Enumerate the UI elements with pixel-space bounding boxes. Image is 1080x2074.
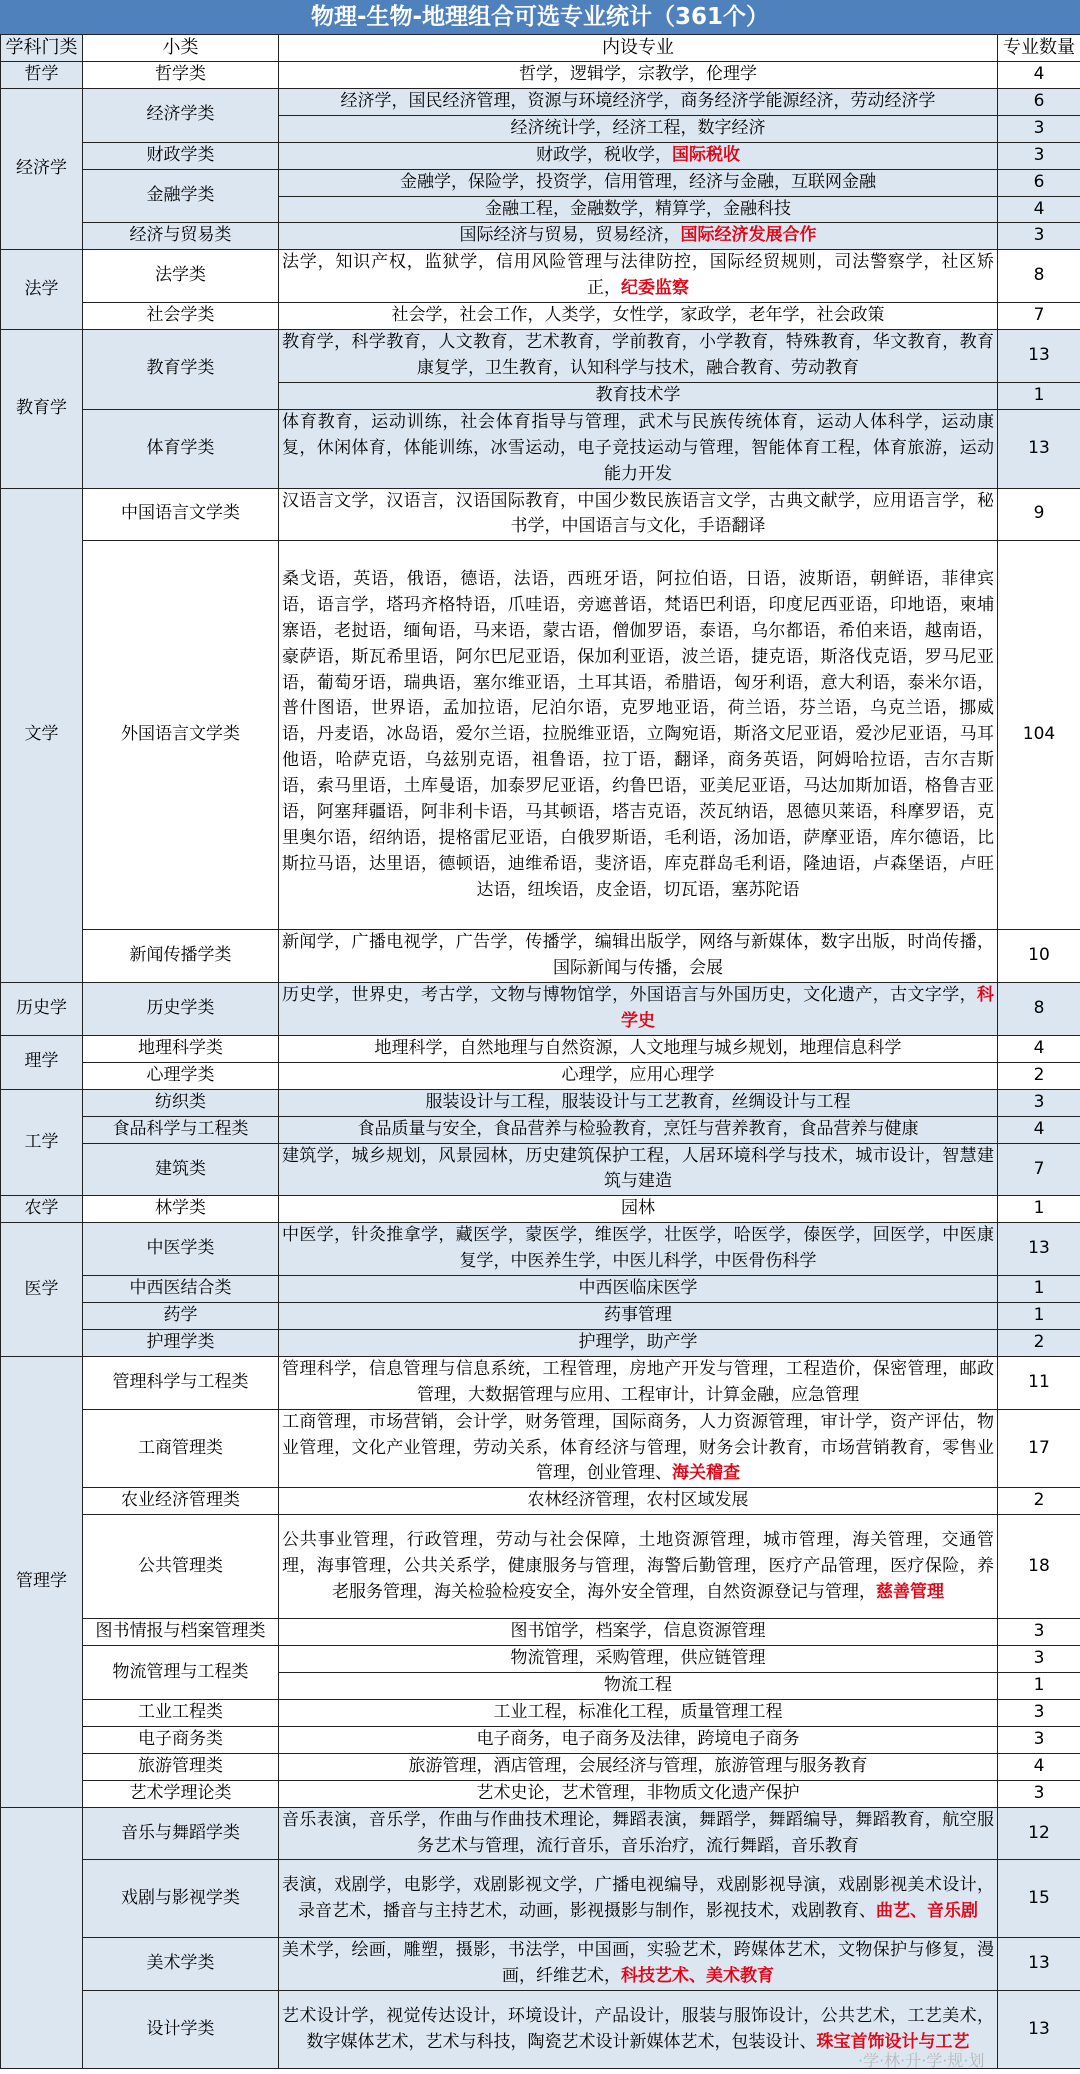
count-cell: 3	[998, 1699, 1080, 1726]
majors-text: 中医学，针灸推拿学，藏医学，蒙医学，维医学，壮医学，哈医学，傣医学，回医学，中医康复学，中医养生学，中医儿科学，中医骨伤科学	[282, 1225, 994, 1272]
majors-cell	[279, 115, 998, 142]
subcategory-cell: 工商管理类	[83, 1409, 279, 1488]
majors-text: 管理科学，信息管理与信息系统，工程管理，房地产开发与管理，工程造价，保密管理，邮政管理，大数据管理与应用、工程审计，计算金融，应急管理	[282, 1358, 994, 1405]
subcategory-cell: 金融学类	[83, 169, 279, 223]
table-row	[1, 1303, 1080, 1330]
count-cell: 8	[998, 983, 1080, 1036]
majors-cell	[279, 1329, 998, 1356]
majors-cell	[279, 1860, 998, 1938]
highlighted-major: 国际税收	[672, 144, 740, 165]
majors-cell	[279, 1116, 998, 1143]
majors-text: 物流工程	[604, 1675, 672, 1696]
highlighted-major: 纪委监察	[621, 278, 689, 299]
count-cell: 3	[998, 1780, 1080, 1807]
majors-cell	[279, 142, 998, 169]
watermark: ·学·林·升·学·规·划	[858, 2051, 985, 2070]
subcategory-cell: 心理学类	[83, 1062, 279, 1089]
majors-cell	[279, 1303, 998, 1330]
count-cell: 2	[998, 1488, 1080, 1515]
table-row	[1, 142, 1080, 169]
table-row	[1, 1807, 1080, 1860]
majors-text: 经济统计学，经济工程，数字经济	[510, 117, 766, 138]
majors-cell	[279, 488, 998, 541]
majors-cell	[279, 1807, 998, 1860]
highlighted-major: 海关稽查	[672, 1463, 740, 1484]
count-cell: 1	[998, 1276, 1080, 1303]
table-row	[1, 88, 1080, 115]
majors-cell	[279, 62, 998, 89]
majors-text: 新闻学，广播电视学，广告学，传播学，编辑出版学，网络与新媒体，数字出版，时尚传播，国际新闻与传播，会展	[282, 932, 994, 979]
majors-text: 工业工程，标准化工程，质量管理工程	[493, 1701, 783, 1722]
majors-cell	[279, 169, 998, 196]
majors-text: 艺术设计学，视觉传达设计，环境设计，产品设计，服装与服饰设计，公共艺术，工艺美术，数字媒体艺术，艺术与科技，陶瓷艺术设计新媒体艺术，包装设计、	[282, 2005, 994, 2052]
subcategory-cell: 戏剧与影视学类	[83, 1860, 279, 1938]
subcategory-cell: 教育学类	[83, 330, 279, 410]
header-subcategory: 小类	[83, 35, 279, 62]
count-cell: 8	[998, 250, 1080, 303]
count-cell: 2	[998, 1329, 1080, 1356]
header-category: 学科门类	[1, 35, 83, 62]
majors-cell	[279, 1143, 998, 1196]
majors-cell	[279, 1409, 998, 1488]
subcategory-cell: 历史学类	[83, 983, 279, 1036]
highlighted-major: 科技艺术、美术教育	[621, 1966, 774, 1987]
table-row	[1, 1223, 1080, 1276]
majors-cell	[279, 1276, 998, 1303]
count-cell: 4	[998, 196, 1080, 223]
table-row	[1, 1035, 1080, 1062]
table-row	[1, 409, 1080, 488]
majors-text: 体育教育，运动训练，社会体育指导与管理，武术与民族传统体育，运动人体科学，运动康复，休闲体育，体能训练，冰雪运动，电子竞技运动与管理，智能体育工程，体育旅游，运动能力开发	[282, 411, 994, 484]
count-cell: 4	[998, 1035, 1080, 1062]
table-row	[1, 930, 1080, 983]
majors-text: 电子商务，电子商务及法律，跨境电子商务	[476, 1728, 800, 1749]
subcategory-cell: 林学类	[83, 1196, 279, 1223]
category-cell	[1, 1807, 83, 2069]
majors-cell	[279, 409, 998, 488]
table-row	[1, 1646, 1080, 1673]
majors-cell	[279, 196, 998, 223]
subcategory-cell: 图书情报与档案管理类	[83, 1619, 279, 1646]
category-cell: 教育学	[1, 330, 83, 488]
count-cell: 3	[998, 223, 1080, 250]
category-cell: 工学	[1, 1089, 83, 1196]
subcategory-cell: 工业工程类	[83, 1699, 279, 1726]
count-cell: 1	[998, 382, 1080, 409]
majors-text: 园林	[621, 1198, 655, 1219]
category-cell: 医学	[1, 1223, 83, 1357]
majors-text: 美术学，绘画，雕塑，摄影，书法学，中国画，实验艺术，跨媒体艺术，文物保护与修复，漫画，纤维艺术，	[282, 1940, 994, 1987]
majors-text: 财政学，税收学，	[536, 144, 672, 165]
majors-cell	[279, 330, 998, 383]
highlighted-major: 曲艺、音乐剧	[876, 1900, 978, 1921]
highlighted-major: 珠宝首饰设计与工艺	[816, 2031, 970, 2052]
count-cell: 1	[998, 1196, 1080, 1223]
majors-text: 音乐表演，音乐学，作曲与作曲技术理论，舞蹈表演，舞蹈学，舞蹈编导，舞蹈教育，航空服务艺术与管理，流行音乐，音乐治疗，流行舞蹈，音乐教育	[282, 1809, 994, 1856]
subcategory-cell: 药学	[83, 1303, 279, 1330]
highlighted-major: 科学史	[621, 985, 994, 1032]
subcategory-cell: 建筑类	[83, 1143, 279, 1196]
majors-cell	[279, 88, 998, 115]
table-row	[1, 983, 1080, 1036]
majors-text: 工商管理，市场营销，会计学，财务管理，国际商务，人力资源管理，审计学，资产评估，物业管理，文化产业管理，劳动关系，体育经济与管理，财务会计教育，市场营销教育，零售业管理，创业管理、	[282, 1411, 994, 1484]
majors-text: 教育技术学	[595, 384, 681, 405]
majors-cell	[279, 1753, 998, 1780]
majors-text: 历史学，世界史，考古学，文物与博物馆学，外国语言与外国历史，文化遗产，古文字学，	[282, 985, 977, 1006]
table-row	[1, 250, 1080, 303]
subcategory-cell: 纺织类	[83, 1089, 279, 1116]
count-cell: 17	[998, 1409, 1080, 1488]
majors-cell	[279, 983, 998, 1036]
table-row	[1, 1938, 1080, 1991]
majors-cell	[279, 1726, 998, 1753]
majors-text: 经济学，国民经济管理，资源与环境经济学，商务经济学能源经济，劳动经济学	[340, 90, 936, 111]
majors-cell	[279, 1062, 998, 1089]
majors-cell	[279, 1619, 998, 1646]
subcategory-cell: 护理学类	[83, 1329, 279, 1356]
count-cell: 6	[998, 169, 1080, 196]
majors-text: 食品质量与安全，食品营养与检验教育，烹饪与营养教育，食品营养与健康	[357, 1118, 919, 1139]
majors-cell	[279, 1196, 998, 1223]
majors-cell	[279, 303, 998, 330]
table-row	[1, 1753, 1080, 1780]
majors-cell	[279, 930, 998, 983]
count-cell: 3	[998, 1726, 1080, 1753]
subcategory-cell: 设计学类	[83, 1991, 279, 2069]
table-row	[1, 223, 1080, 250]
table-row	[1, 330, 1080, 383]
majors-cell	[279, 223, 998, 250]
table-row	[1, 488, 1080, 541]
majors-cell	[279, 250, 998, 303]
majors-cell	[279, 1035, 998, 1062]
count-cell: 1	[998, 1303, 1080, 1330]
category-cell: 历史学	[1, 983, 83, 1036]
count-cell: 3	[998, 115, 1080, 142]
subcategory-cell: 经济与贸易类	[83, 223, 279, 250]
count-cell: 3	[998, 1619, 1080, 1646]
count-cell: 7	[998, 1143, 1080, 1196]
subcategory-cell: 公共管理类	[83, 1515, 279, 1619]
majors-text: 表演，戏剧学，电影学，戏剧影视文学，广播电视编导，戏剧影视导演，戏剧影视美术设计，录音艺术，播音与主持艺术，动画，影视摄影与制作，影视技术，戏剧教育、	[282, 1875, 994, 1921]
count-cell: 2	[998, 1062, 1080, 1089]
majors-text: 哲学，逻辑学，宗教学，伦理学	[519, 64, 757, 84]
count-cell: 13	[998, 409, 1080, 488]
majors-table	[0, 34, 1080, 2069]
table-title: 物理-生物-地理组合可选专业统计（361个）	[0, 0, 1080, 34]
header-majors: 内设专业	[279, 35, 998, 62]
category-cell: 法学	[1, 250, 83, 330]
highlighted-major: 慈善管理	[876, 1581, 944, 1602]
count-cell: 13	[998, 330, 1080, 383]
subcategory-cell: 新闻传播学类	[83, 930, 279, 983]
table-row	[1, 1488, 1080, 1515]
subcategory-cell: 中医学类	[83, 1223, 279, 1276]
subcategory-cell: 地理科学类	[83, 1035, 279, 1062]
majors-text: 国际经济与贸易，贸易经济，	[459, 225, 681, 246]
category-cell: 哲学	[1, 62, 83, 89]
header-row	[1, 35, 1080, 62]
majors-text: 中西医临床医学	[578, 1278, 698, 1299]
majors-text: 金融工程，金融数学，精算学，金融科技	[485, 198, 791, 219]
majors-text: 地理科学，自然地理与自然资源，人文地理与城乡规划，地理信息科学	[374, 1037, 902, 1058]
table-row	[1, 1276, 1080, 1303]
majors-cell	[279, 1699, 998, 1726]
table-row	[1, 303, 1080, 330]
count-cell: 4	[998, 62, 1080, 89]
table-row	[1, 1116, 1080, 1143]
table-row	[1, 1515, 1080, 1619]
category-cell: 管理学	[1, 1356, 83, 1807]
table-row	[1, 62, 1080, 89]
majors-cell	[279, 1089, 998, 1116]
majors-cell	[279, 1515, 998, 1619]
table-row	[1, 1860, 1080, 1938]
table-row	[1, 1196, 1080, 1223]
table-row	[1, 1699, 1080, 1726]
majors-text: 药事管理	[604, 1305, 672, 1325]
subcategory-cell: 食品科学与工程类	[83, 1116, 279, 1143]
count-cell: 18	[998, 1515, 1080, 1619]
count-cell: 13	[998, 1938, 1080, 1991]
count-cell: 3	[998, 1646, 1080, 1673]
count-cell: 4	[998, 1116, 1080, 1143]
majors-cell	[279, 541, 998, 930]
table-row	[1, 1062, 1080, 1089]
majors-cell	[279, 1780, 998, 1807]
category-cell: 理学	[1, 1035, 83, 1089]
subcategory-cell: 艺术学理论类	[83, 1780, 279, 1807]
subcategory-cell: 管理科学与工程类	[83, 1356, 279, 1409]
subcategory-cell: 旅游管理类	[83, 1753, 279, 1780]
majors-text: 建筑学，城乡规划，风景园林，历史建筑保护工程，人居环境科学与技术，城市设计，智慧建筑与建造	[282, 1145, 994, 1192]
majors-text: 汉语言文学，汉语言，汉语国际教育，中国少数民族语言文学，古典文献学，应用语言学，秘书学，中国语言与文化，手语翻译	[282, 490, 994, 537]
table-row	[1, 541, 1080, 930]
table-row	[1, 1619, 1080, 1646]
majors-cell	[279, 382, 998, 409]
table-row	[1, 1329, 1080, 1356]
table-row	[1, 1409, 1080, 1488]
count-cell: 3	[998, 1089, 1080, 1116]
majors-text: 艺术史论，艺术管理，非物质文化遗产保护	[476, 1782, 800, 1803]
count-cell: 11	[998, 1356, 1080, 1409]
subcategory-cell: 哲学类	[83, 62, 279, 89]
majors-cell	[279, 1646, 998, 1673]
table-row	[1, 1780, 1080, 1807]
majors-text: 公共事业管理，行政管理，劳动与社会保障，土地资源管理，城市管理，海关管理，交通管理，海事管理，公共关系学，健康服务与管理，海警后勤管理，医疗产品管理，医疗保险，养老服务管理，海关检验检疫安全，海外安全管理，自然资源登记与管理，	[282, 1529, 994, 1602]
subcategory-cell: 物流管理与工程类	[83, 1646, 279, 1700]
table-row	[1, 1726, 1080, 1753]
count-cell: 12	[998, 1807, 1080, 1860]
count-cell: 13	[998, 1223, 1080, 1276]
subcategory-cell: 社会学类	[83, 303, 279, 330]
subcategory-cell: 音乐与舞蹈学类	[83, 1807, 279, 1860]
majors-text: 桑戈语，英语，俄语，德语，法语，西班牙语，阿拉伯语，日语，波斯语，朝鲜语，菲律宾语，语言学，塔玛齐格特语，爪哇语，旁遮普语，梵语巴利语，印度尼西亚语，印地语，柬埔寨语，老挝语，缅甸语，马来语，蒙古语，僧伽罗语，泰语，乌尔都语，希伯来语，越南语，豪萨语，斯瓦希里语，阿尔巴尼亚语，保加利亚语，波兰语，捷克语，斯洛伐克语，罗马尼亚语，葡萄牙语，瑞典语，塞尔维亚语，土耳其语，希腊语，匈牙利语，意大利语，泰米尔语，普什图语，世界语，孟加拉语，尼泊尔语，克罗地亚语，荷兰语，芬兰语，乌克兰语，挪威语，丹麦语，冰岛语，爱尔兰语，拉脱维亚语，立陶宛语，斯洛文尼亚语，爱沙尼亚语，马耳他语，哈萨克语，乌兹别克语，祖鲁语，拉丁语，翻译，商务英语，阿姆哈拉语，吉尔吉斯语，索马里语，土库曼语，加泰罗尼亚语，约鲁巴语，亚美尼亚语，马达加斯加语，格鲁吉亚语，阿塞拜疆语，阿非利卡语，马其顿语，塔吉克语，茨瓦纳语，恩德贝莱语，科摩罗语，克里奥尔语，绍纳语，提格雷尼亚语，白俄罗斯语，毛利语，汤加语，萨摩亚语，库尔德语，比斯拉马语，达里语，德顿语，迪维希语，斐济语，库克群岛毛利语，隆迪语，卢森堡语，卢旺达语，纽埃语，皮金语，切瓦语，塞苏陀语	[282, 568, 994, 900]
subcategory-cell: 外国语言文学类	[83, 541, 279, 930]
header-count: 专业数量	[998, 35, 1080, 62]
table-row	[1, 1089, 1080, 1116]
subcategory-cell: 美术学类	[83, 1938, 279, 1991]
majors-text: 护理学，助产学	[578, 1331, 698, 1352]
category-cell: 文学	[1, 488, 83, 983]
highlighted-major: 国际经济发展合作	[680, 225, 817, 246]
majors-cell	[279, 1223, 998, 1276]
subcategory-cell: 农业经济管理类	[83, 1488, 279, 1515]
majors-text: 社会学，社会工作，人类学，女性学，家政学，老年学，社会政策	[391, 305, 885, 326]
count-cell: 15	[998, 1860, 1080, 1938]
majors-text: 农林经济管理，农村区域发展	[527, 1490, 749, 1511]
majors-cell	[279, 1488, 998, 1515]
subcategory-cell: 中西医结合类	[83, 1276, 279, 1303]
majors-text: 金融学，保险学，投资学，信用管理，经济与金融，互联网金融	[400, 171, 876, 192]
category-cell: 经济学	[1, 88, 83, 249]
table-row	[1, 1356, 1080, 1409]
table-row	[1, 1143, 1080, 1196]
category-cell: 农学	[1, 1196, 83, 1223]
subcategory-cell: 财政学类	[83, 142, 279, 169]
majors-cell	[279, 1356, 998, 1409]
table-row	[1, 169, 1080, 196]
count-cell: 3	[998, 142, 1080, 169]
majors-text: 图书馆学，档案学，信息资源管理	[510, 1621, 766, 1642]
count-cell: 104	[998, 541, 1080, 930]
count-cell: 6	[998, 88, 1080, 115]
majors-text: 物流管理，采购管理，供应链管理	[510, 1648, 766, 1669]
count-cell: 9	[998, 488, 1080, 541]
count-cell: 13	[998, 1991, 1080, 2069]
count-cell: 7	[998, 303, 1080, 330]
majors-cell	[279, 1938, 998, 1991]
majors-text: 心理学，应用心理学	[561, 1064, 715, 1085]
subcategory-cell: 体育学类	[83, 409, 279, 488]
majors-text: 教育学，科学教育，人文教育，艺术教育，学前教育，小学教育，特殊教育，华文教育，教育康复学，卫生教育，认知科学与技术，融合教育、劳动教育	[282, 332, 994, 378]
subcategory-cell: 电子商务类	[83, 1726, 279, 1753]
count-cell: 4	[998, 1753, 1080, 1780]
majors-cell	[279, 1673, 998, 1700]
subcategory-cell: 中国语言文学类	[83, 488, 279, 541]
count-cell: 10	[998, 930, 1080, 983]
subcategory-cell: 法学类	[83, 250, 279, 303]
majors-text: 法学，知识产权，监狱学，信用风险管理与法律防控，国际经贸规则，司法警察学，社区矫正，	[282, 252, 994, 299]
count-cell: 1	[998, 1673, 1080, 1700]
majors-text: 旅游管理，酒店管理，会展经济与管理，旅游管理与服务教育	[408, 1755, 868, 1776]
subcategory-cell: 经济学类	[83, 88, 279, 142]
majors-text: 服装设计与工程，服装设计与工艺教育，丝绸设计与工程	[425, 1091, 851, 1112]
